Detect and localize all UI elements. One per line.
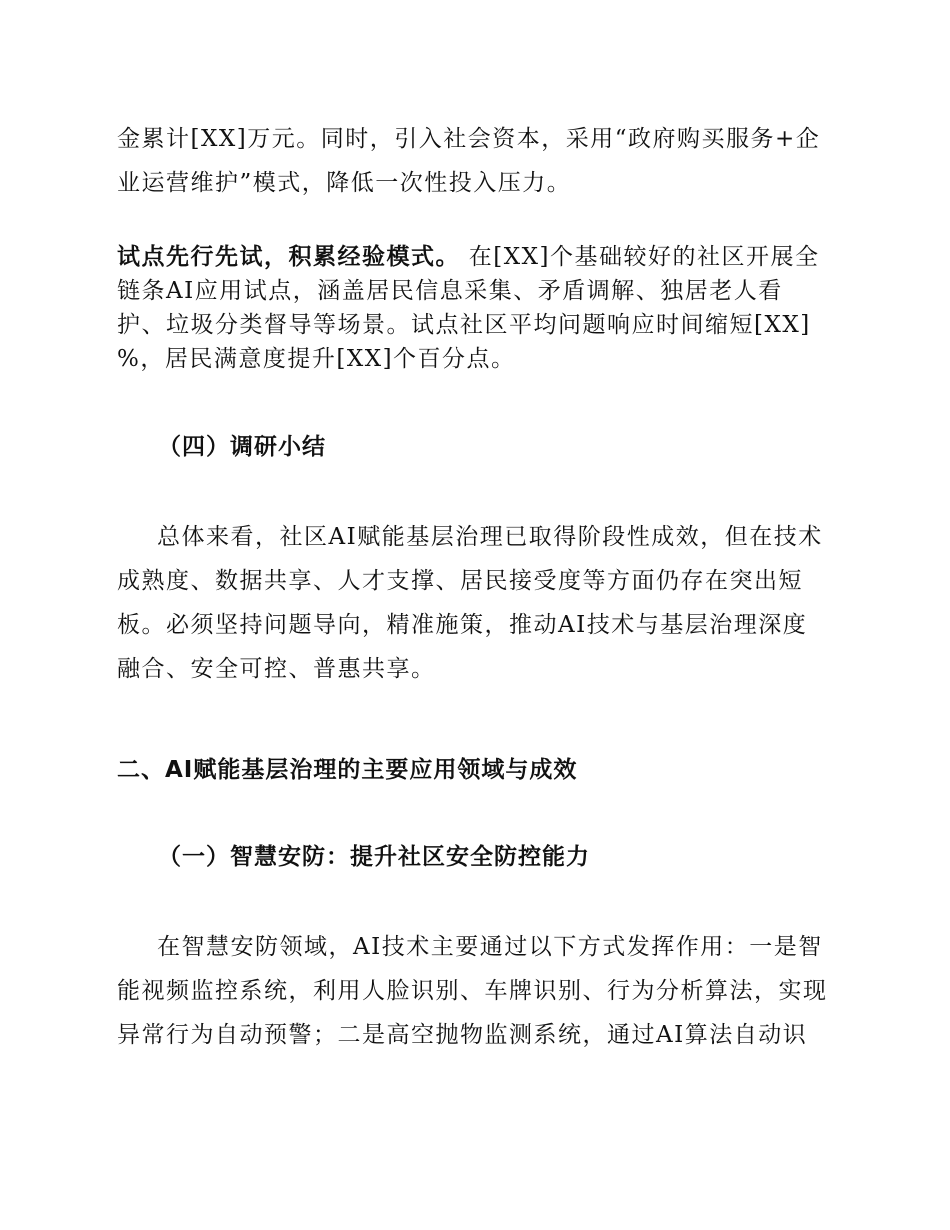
paragraph-pilot xyxy=(117,240,835,376)
paragraph-smart-security: 在智慧安防领域，AI技术主要通过以下方式发挥作用：一是智 能视频监控系统，利用人脸识别、车牌识别、行为分析算法，实现 异常行为自动预警；二是高空抛物监测系统，通过AI算法自动识 xyxy=(117,934,828,1048)
paragraph-pilot-lead: 试点先行先试，积累经验模式。 xyxy=(117,244,460,270)
heading-smart-security: （一）智慧安防：提升社区安全防控能力 xyxy=(158,844,590,870)
paragraph-pilot-body: 在[XX]个基础较好的社区开展全 链条AI应用试点，涵盖居民信息采集、矛盾调解、独居老人看 护、垃圾分类督导等场景。试点社区平均问题响应时间缩短[XX] %，居民满意度提升[XX]个百分点。 xyxy=(117,244,820,372)
heading-section-2: 二、AI赋能基层治理的主要应用领域与成效 xyxy=(117,757,578,783)
paragraph-funding: 金累计[XX]万元。同时，引入社会资本，采用“政府购买服务+企 业运营维护”模式，降低一次性投入压力。 xyxy=(117,126,821,196)
heading-research-summary: （四）调研小结 xyxy=(158,434,326,460)
paragraph-summary: 总体来看，社区AI赋能基层治理已取得阶段性成效，但在技术 成熟度、数据共享、人才支撑、居民接受度等方面仍存在突出短 板。必须坚持问题导向，精准施策，推动AI技术与基层治理深度 融合、安全可控、普惠共享。 xyxy=(117,524,823,682)
